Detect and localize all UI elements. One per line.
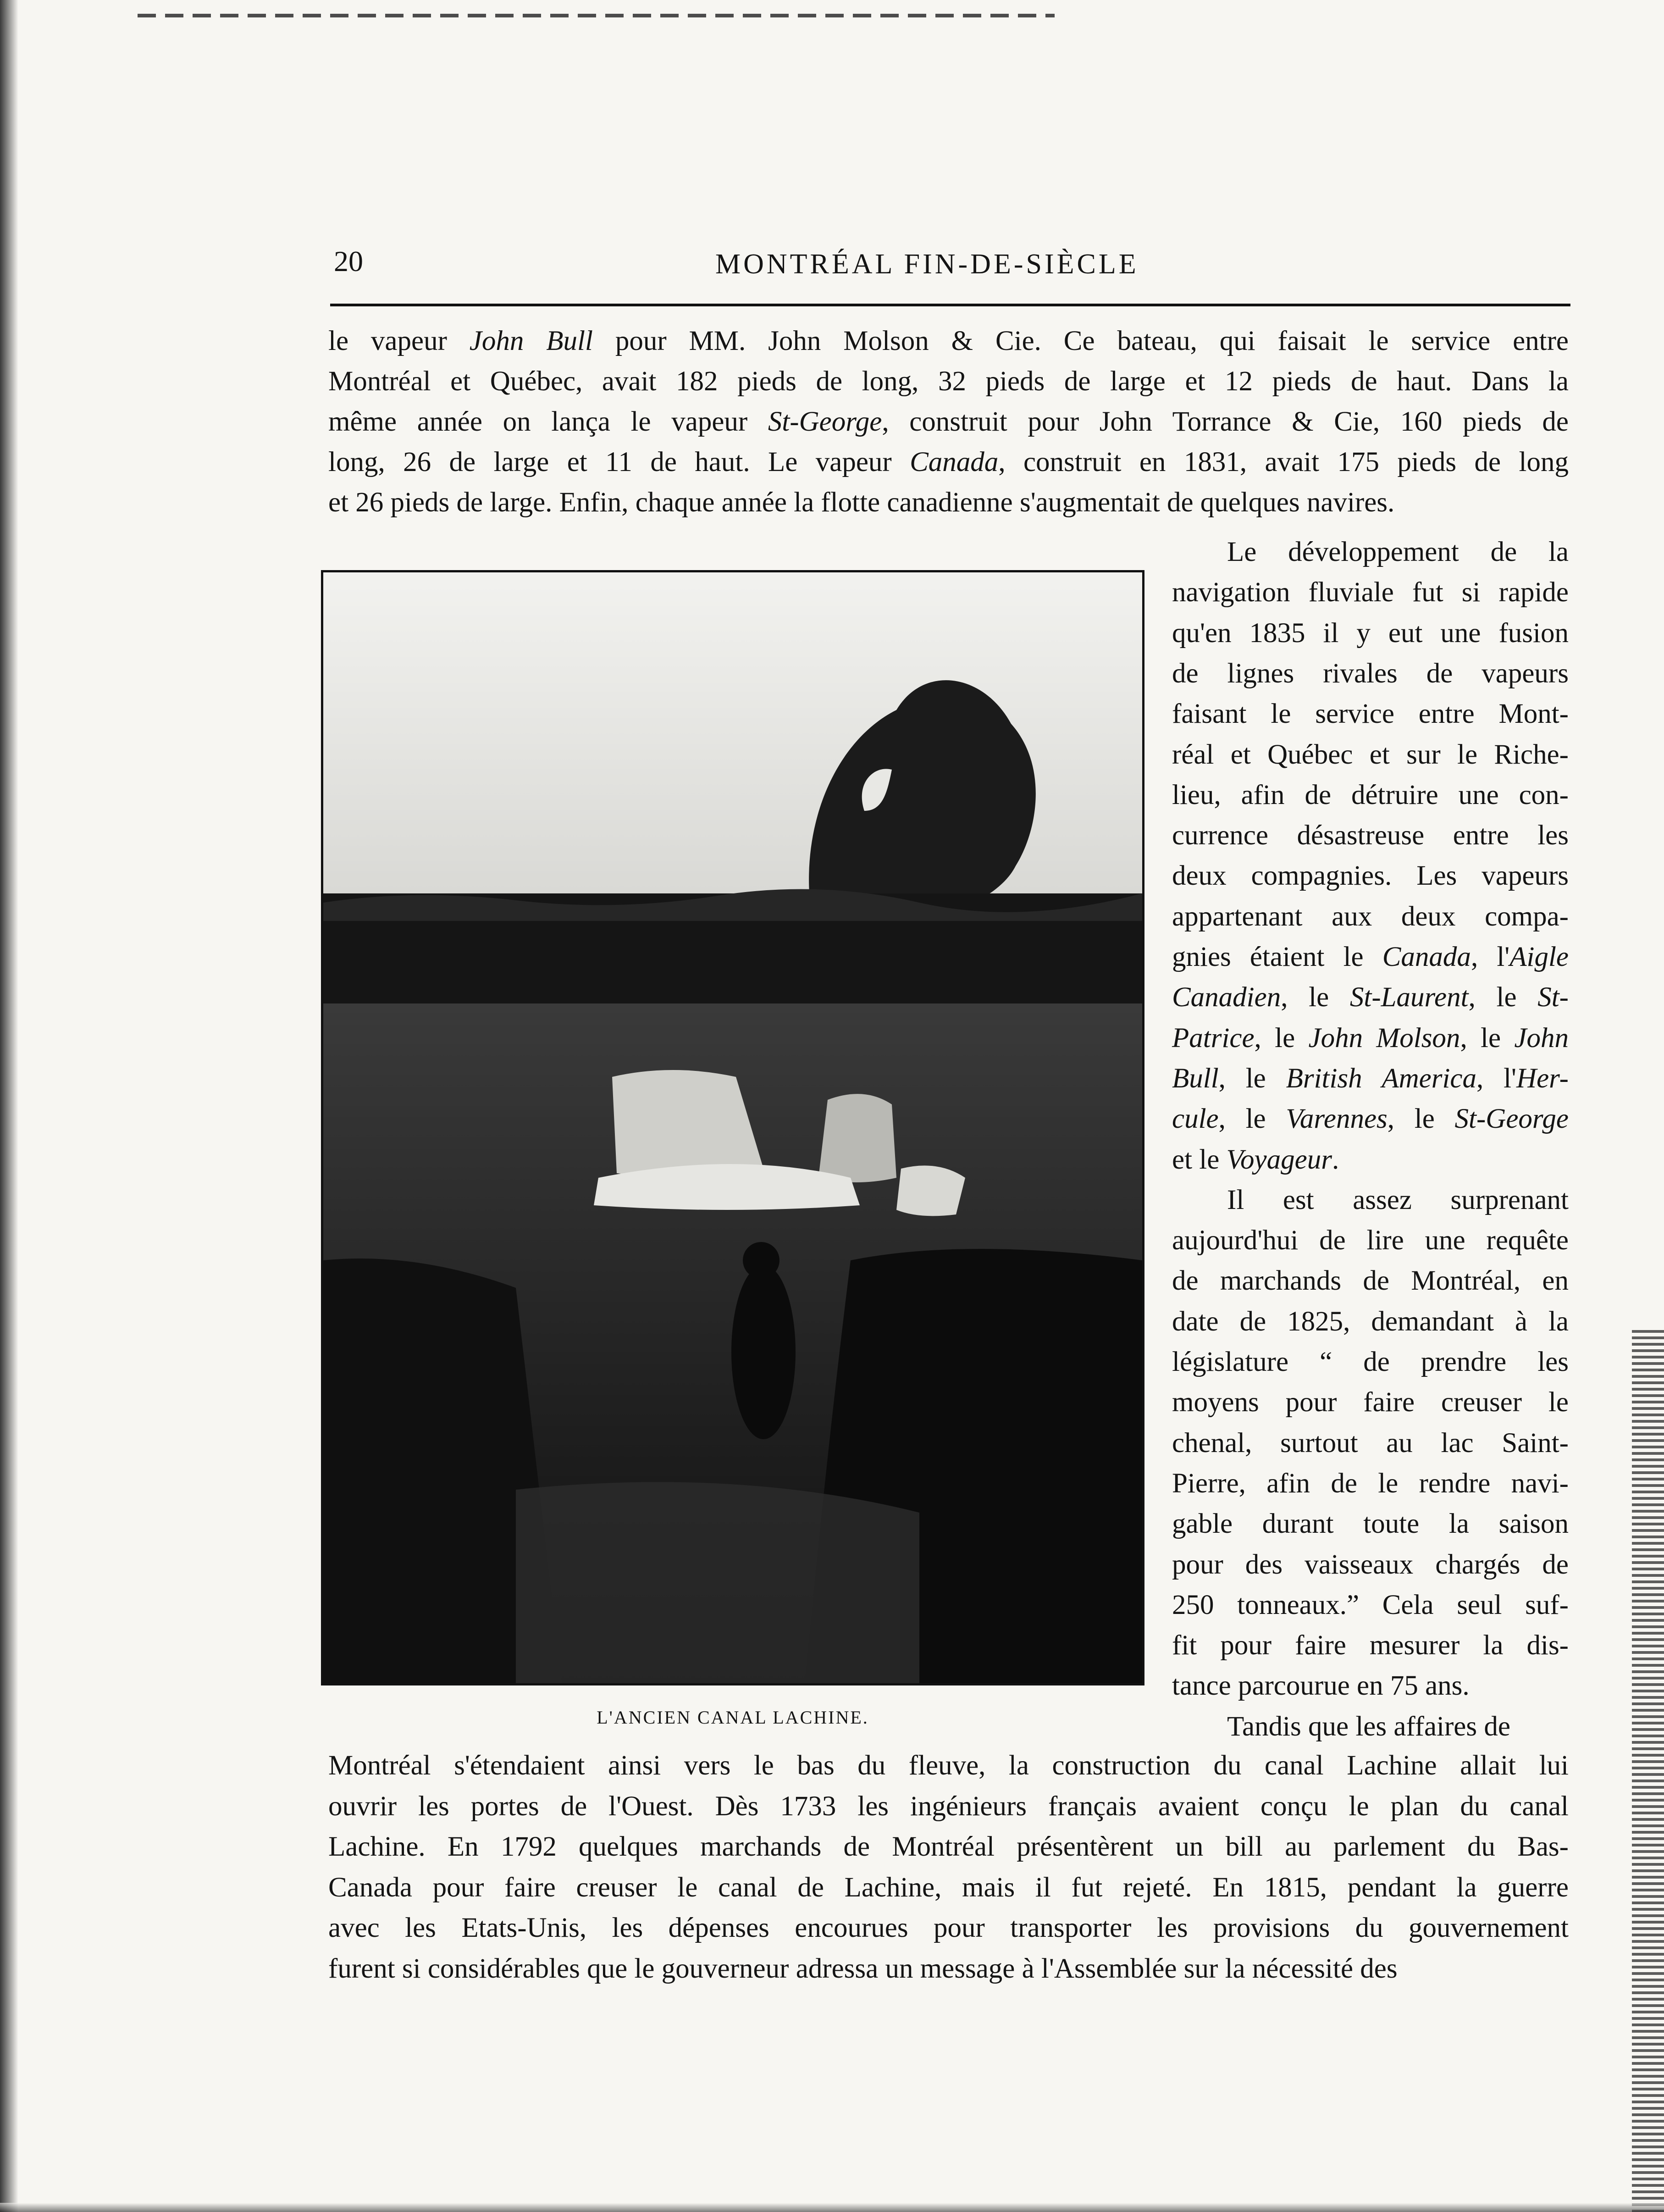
column-text-line [1172,1504,1569,1544]
column-text-line [1172,1545,1569,1585]
text-line [328,1786,1569,1827]
column-text-line [1172,654,1569,694]
column-text-line [1172,977,1569,1018]
text-line [328,321,1569,361]
scan-shadow-bottom [0,2203,1664,2212]
text-line [328,1908,1569,1948]
text-run: gable durant toute la saison [1172,1508,1569,1540]
text-line [328,1827,1569,1867]
header-rule [330,304,1570,306]
text-run: avec les Etats-Unis, les dépenses encourues pour transporter les provisions du gouvernement [328,1913,1569,1943]
text-run: Canada pour faire creuser le canal de Lachine, mais il fut rejeté. En 1815, pendant la guerre [328,1872,1569,1903]
italic-run: John Molson [1308,1022,1460,1053]
italic-run: Canadien [1172,982,1281,1013]
italic-run: British America [1286,1063,1477,1094]
column-text-line [1172,613,1569,654]
text-run: lieu, afin de détruire une con- [1172,779,1569,810]
text-run: Montréal s'étendaient ainsi vers le bas du fleuve, la construction du canal Lachine allait lui [328,1750,1569,1781]
text-run: chenal, surtout au lac Saint- [1172,1427,1569,1458]
text-line [328,442,1569,482]
column-text-line [1172,897,1569,937]
text-run: , l' [1471,942,1510,972]
column-text-line [1172,1220,1569,1261]
text-run: le vapeur [328,326,470,356]
column-text-line [1172,1059,1569,1099]
italic-run: Canada [910,447,999,477]
text-run: appartenant aux deux compa- [1172,901,1569,932]
italic-run: Her- [1516,1063,1569,1094]
italic-run: Bull [1172,1063,1219,1094]
italic-run: Patrice [1172,1022,1255,1053]
column-text-line [1172,1625,1569,1666]
text-run: faisant le service entre Mont- [1172,699,1569,730]
text-line [328,1868,1569,1908]
figure-caption: L'ANCIEN CANAL LACHINE. [597,1707,869,1728]
italic-run: Varennes [1286,1103,1388,1135]
italic-run: Aigle [1509,942,1569,972]
column-text-line [1172,1302,1569,1342]
text-run: long, 26 de large et 11 de haut. Le vapeur [328,447,910,477]
text-run: , l' [1476,1063,1517,1094]
column-text-line [1172,1342,1569,1382]
column-text-line [1172,694,1569,734]
text-run: ouvrir les portes de l'Ouest. Dès 1733 les ingénieurs français avaient conçu le plan du canal [328,1791,1569,1822]
italic-run: John [1514,1022,1569,1053]
text-run: moyens pour faire creuser le [1172,1387,1569,1418]
text-run: Tandis que les affaires de [1227,1711,1510,1742]
text-run: deux compagnies. Les vapeurs [1172,860,1569,892]
italic-run: St-Laurent [1349,982,1469,1013]
column-text-line [1172,937,1569,977]
text-run: et 26 pieds de large. Enfin, chaque année la flotte canadienne s'augmentait de quelques navires. [328,487,1395,518]
italic-run: Canada [1382,942,1471,972]
column-text-line [1172,1666,1569,1706]
text-line [328,361,1569,402]
text-run: même année on lança le vapeur [328,406,768,437]
text-line [328,1949,1569,1989]
text-run: date de 1825, demandant à la [1172,1306,1569,1337]
scan-artifact-top [138,14,1055,17]
text-run: réal et Québec et sur le Riche- [1172,739,1569,770]
text-run: navigation fluviale fut si rapide [1172,577,1569,608]
column-text-line [1172,1140,1569,1180]
italic-run: St- [1537,982,1569,1013]
text-run: Le développement de la [1227,537,1569,567]
photograph-canal-lachine [321,570,1144,1685]
column-text-line [1172,775,1569,815]
text-run: , le [1468,982,1538,1013]
column-text-line [1172,1018,1569,1059]
italic-run: St-George [768,406,882,437]
text-run: aujourd'hui de lire une requête [1172,1225,1569,1256]
text-run: furent si considérables que le gouverneur adressa un message à l'Assemblée sur la nécessité des [328,1953,1398,1984]
column-text-line [1172,1099,1569,1139]
text-run: Lachine. En 1792 quelques marchands de Montréal présentèrent un bill au parlement du Bas- [328,1831,1569,1862]
scan-shadow-right [1632,1330,1664,2212]
text-run: pour des vaisseaux chargés de [1172,1549,1569,1580]
text-run: gnies étaient le [1172,942,1382,972]
italic-run: St-George [1454,1103,1569,1135]
text-run: , construit pour John Torrance & Cie, 160 pieds de [882,406,1569,437]
text-run: , le [1218,1063,1286,1094]
text-run: de marchands de Montréal, en [1172,1265,1569,1297]
italic-run: cule [1172,1103,1219,1135]
column-text-line [1172,1464,1569,1504]
text-run: de lignes rivales de vapeurs [1172,658,1569,689]
text-run: , construit en 1831, avait 175 pieds de long [998,447,1569,477]
text-run: , le [1387,1103,1455,1135]
text-line [328,1746,1569,1786]
column-text-line [1172,1382,1569,1423]
text-run: Montréal et Québec, avait 182 pieds de long, 32 pieds de large et 12 pieds de haut. Dans la [328,366,1569,397]
running-head: MONTRÉAL FIN-DE-SIÈCLE [715,249,1139,280]
column-text-line [1172,1707,1569,1747]
column-text-line [1172,1261,1569,1301]
text-run: . [1332,1144,1339,1175]
column-text-line [1172,572,1569,613]
column-text-line [1172,532,1569,572]
text-run: , le [1460,1022,1515,1053]
column-text-line [1172,1585,1569,1625]
scan-shadow-left [0,0,18,2212]
column-text-line [1172,1423,1569,1464]
text-run: Il est assez surprenant [1227,1184,1569,1215]
text-run: Pierre, afin de le rendre navi- [1172,1468,1569,1499]
text-line [328,482,1569,523]
text-line [328,402,1569,442]
column-text-line [1172,1180,1569,1220]
text-run: fit pour faire mesurer la dis- [1172,1630,1569,1661]
text-run: currence désastreuse entre les [1172,820,1569,851]
column-text-line [1172,856,1569,896]
text-run: qu'en 1835 il y eut une fusion [1172,617,1569,649]
text-run: législature “ de prendre les [1172,1347,1569,1377]
page-number: 20 [334,245,363,277]
text-run: et le [1172,1144,1227,1175]
text-run: pour MM. John Molson & Cie. Ce bateau, qui faisait le service entre [592,326,1569,356]
italic-run: Voyageur [1226,1144,1332,1175]
text-run: , le [1281,982,1350,1013]
column-text-line [1172,815,1569,856]
text-run: 250 tonneaux.” Cela seul suf- [1172,1589,1569,1620]
text-run: , le [1218,1103,1286,1135]
text-run: tance parcourue en 75 ans. [1172,1670,1470,1702]
italic-run: John Bull [469,326,593,356]
column-text-line [1172,735,1569,775]
text-run: , le [1254,1022,1309,1053]
